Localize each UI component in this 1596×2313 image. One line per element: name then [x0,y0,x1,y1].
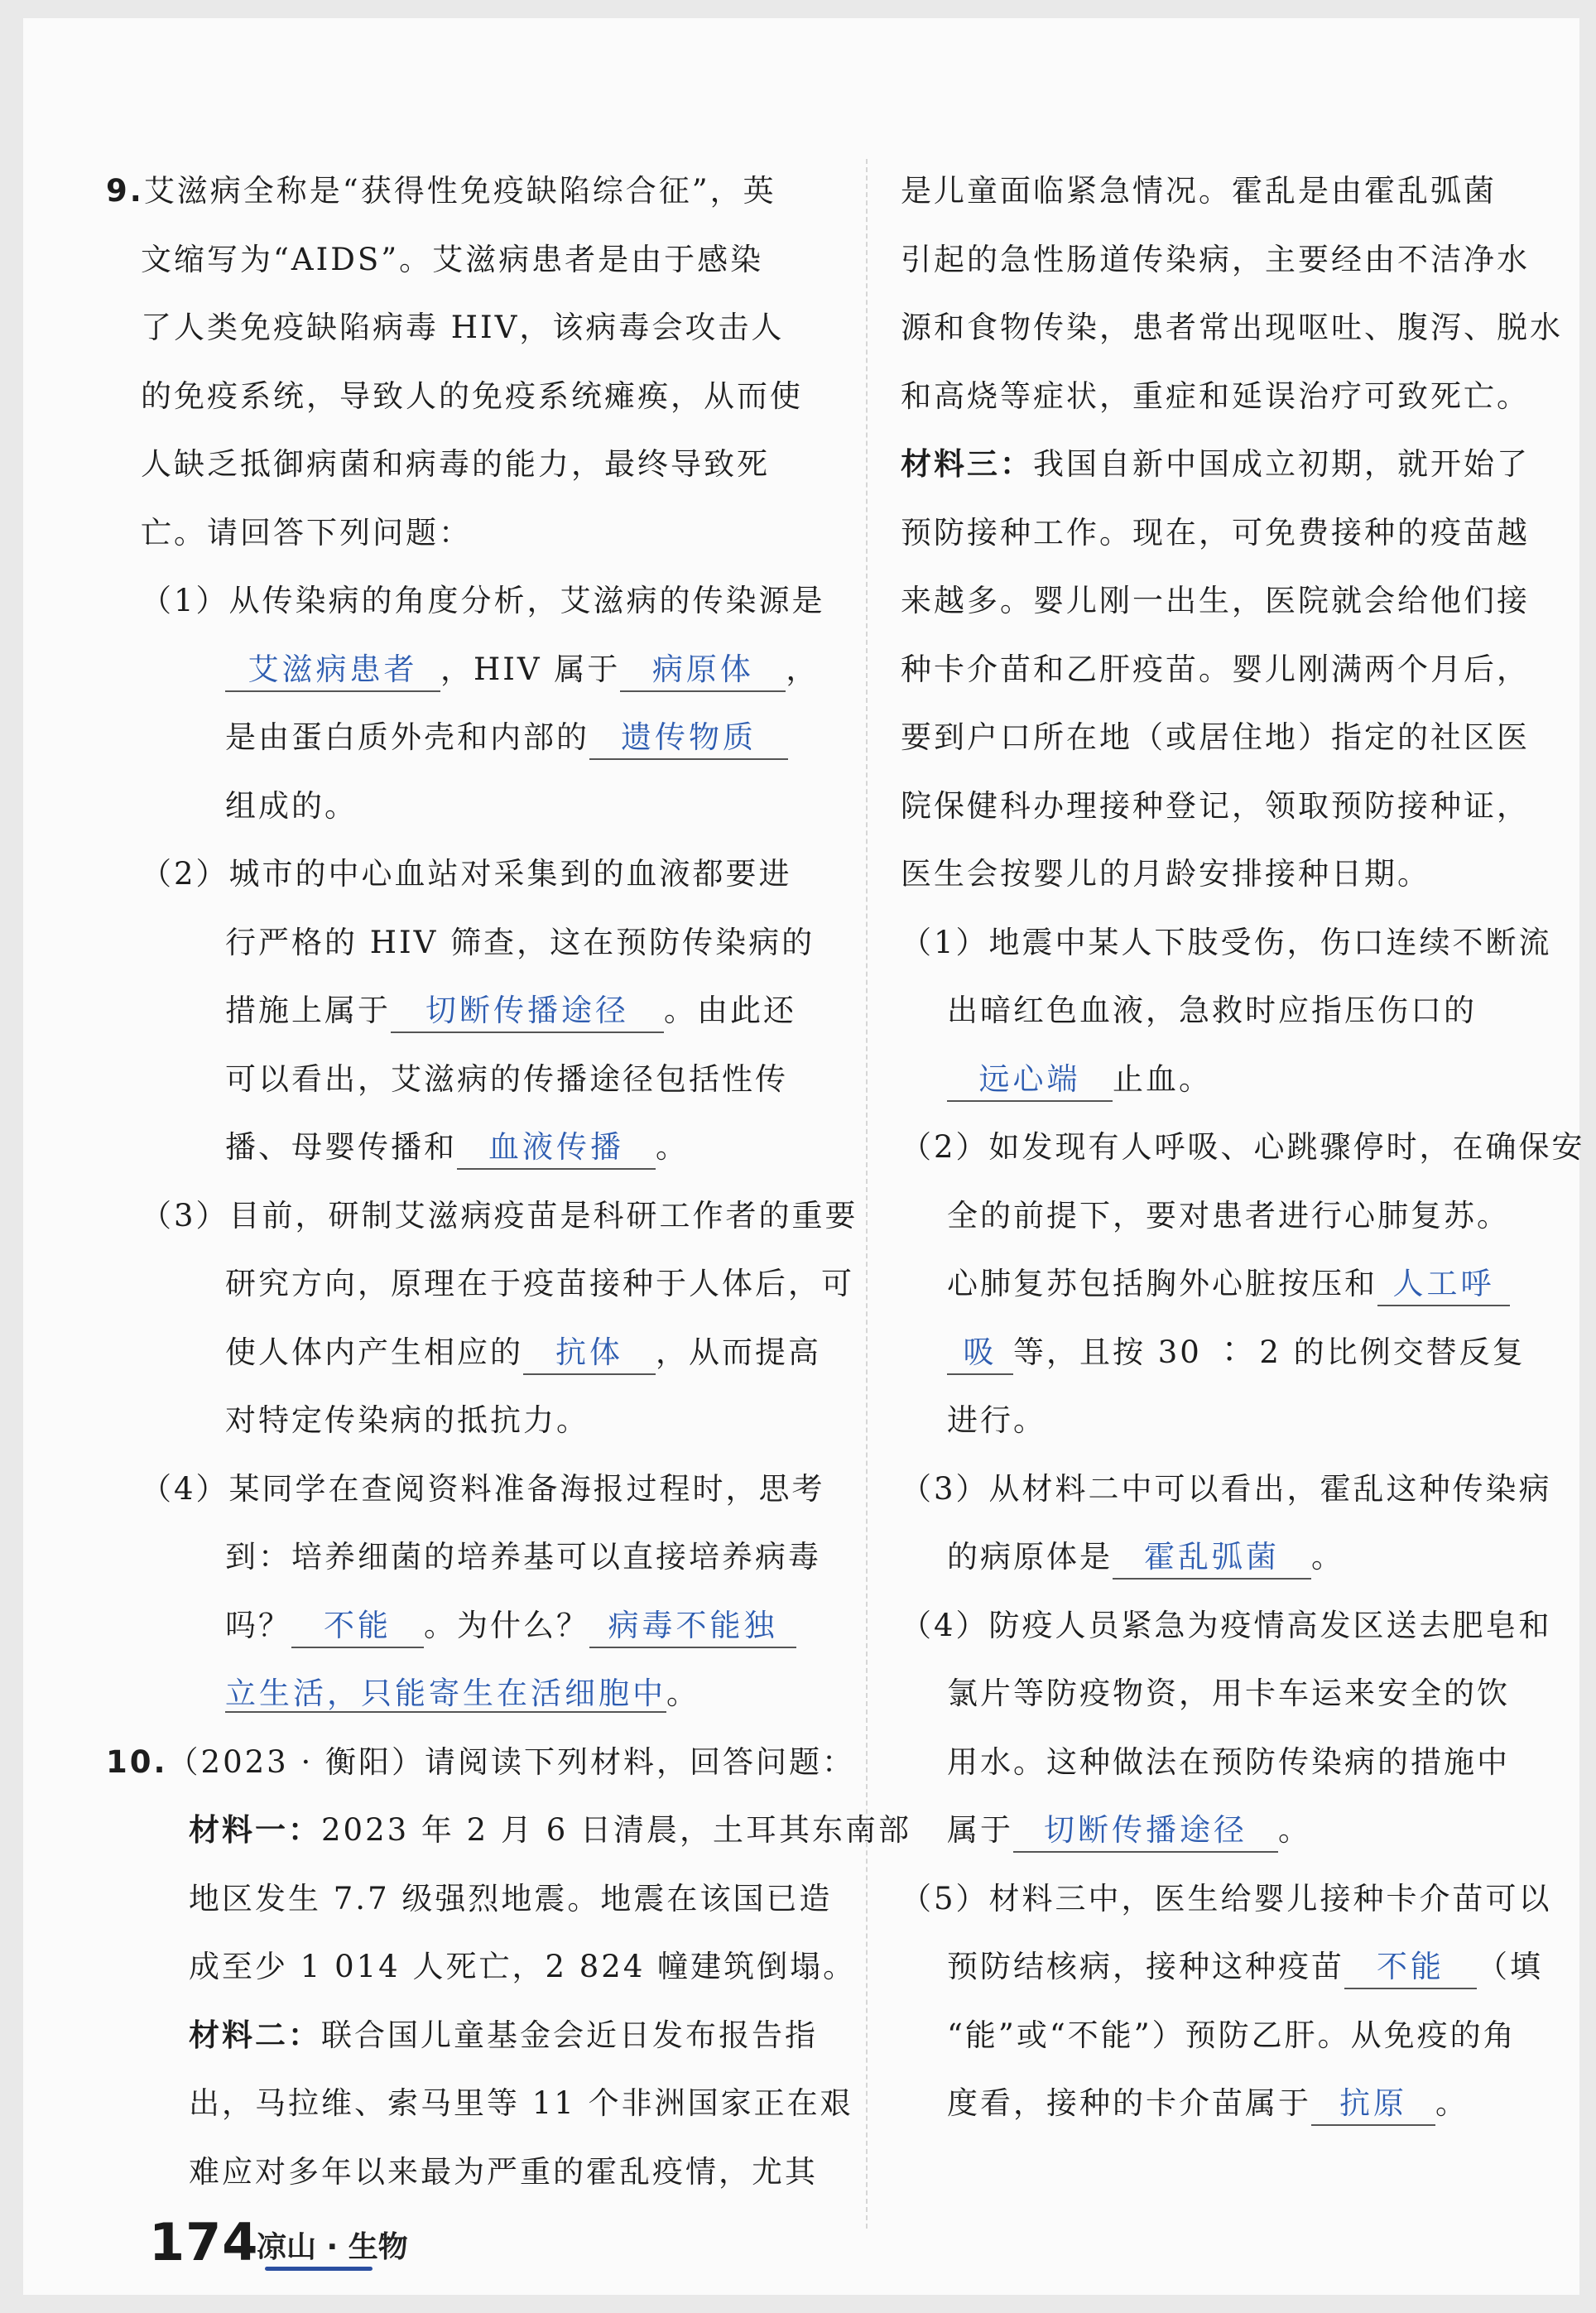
answer-blank: 病毒不能独 [589,1605,796,1648]
answer-blank: 不能 [1344,1946,1477,1989]
q9-p3-line: 研究方向，原理在于疫苗接种于人体后，可 [225,1266,854,1301]
q10-p3-line: （3）从材料二中可以看出，霍乱这种传染病 [901,1470,1552,1507]
q10-p4-line: 用水。这种做法在预防传染病的措施中 [947,1743,1510,1780]
q9-p3-line: 对特定传染病的抵抗力。 [225,1402,589,1438]
answer-blank: 切断传播途径 [391,990,664,1033]
answer-blank: 遗传物质 [589,717,788,760]
q9-p1-line: 组成的。 [225,787,358,824]
material-3-line: 院保健科办理接种登记，领取预防接种证， [901,787,1530,824]
q10-p2-line: 吸 等，且按 30 ∶ 2 的比例交替反复 [947,1319,1530,1387]
left-column [106,157,912,2206]
answer-blank: 远心端 [947,1059,1113,1102]
material-3-line: 材料三：我国自新中国成立初期，就开始了 [901,446,1530,482]
right-column [901,157,1585,2138]
q10-number: 10. [106,1743,168,1780]
q9-p2-line: 播、母婴传播和 血液传播 。 [225,1113,811,1182]
answer-blank: 切断传播途径 [1013,1810,1278,1853]
footer-title: 凉山 · 生物 [257,2230,408,2264]
q9-p2-line: 措施上属于 切断传播途径 。由此还 [225,977,811,1046]
q9-p4-line: （4）某同学在查阅资料准备海报过程时，思考 [141,1470,825,1507]
answer-blank: 抗原 [1311,2083,1435,2126]
material-label: 材料二： [189,2017,321,2053]
q10-p3-line: 的病原体是 霍乱弧菌 。 [947,1523,1530,1592]
q9-p3-line: 使人体内产生相应的 抗体 ，从而提高 [225,1319,811,1387]
material-3-line: 医生会按婴儿的月龄安排接种日期。 [901,856,1430,892]
material-2-line: 源和食物传染，患者常出现呕吐、腹泻、脱水 [901,310,1563,345]
q9-p4-line: 吗？ 不能 。为什么？ 病毒不能独 [225,1592,811,1661]
q9-p2-line: 可以看出，艾滋病的传播途径包括性传 [225,1060,788,1097]
answer-blank: 人工呼 [1377,1263,1510,1306]
material-3-line: 要到户口所在地（或居住地）指定的社区医 [901,719,1530,755]
q9-number: 9. [106,173,144,209]
material-label: 材料三： [901,446,1033,482]
material-3-line: 种卡介苗和乙肝疫苗。婴儿刚满两个月后， [901,651,1530,687]
q10-p5-line: 度看，接种的卡介苗属于 抗原 。 [947,2070,1530,2138]
q10-p1-line: （1）地震中某人下肢受伤，伤口连续不断流 [901,924,1552,960]
answer-blank: 病原体 [620,649,786,692]
q9-p1-line: （1）从传染病的角度分析，艾滋病的传染源是 [141,583,825,618]
q10-p1-line: 远心端 止血。 [947,1046,1530,1114]
q10-p1-line: 出暗红色血液，急救时应指压伤口的 [947,993,1477,1028]
q9-line: 文缩写为“AIDS”。艾滋病患者是由于感染 [141,241,764,277]
material-2-line: 是儿童面临紧急情况。霍乱是由霍乱弧菌 [901,173,1497,209]
workbook-page [23,18,1585,2295]
material-2-line: 难应对多年以来最为严重的霍乱疫情，尤其 [189,2153,818,2190]
q9-p2-line: 行严格的 HIV 筛查，这在预防传染病的 [225,924,815,960]
material-2-line: 材料二：联合国儿童基金会近日发布报告指 [189,2017,818,2053]
material-2-line: 出，马拉维、索马里等 11 个非洲国家正在艰 [189,2085,853,2121]
material-3-line: 来越多。婴儿刚一出生，医院就会给他们接 [901,583,1530,618]
q9-p4-line: 立生活，只能寄生在活细胞中。 [225,1676,699,1711]
q10-p4-line: 氯片等防疫物资，用卡车运来安全的饮 [947,1676,1510,1711]
q10-p5-line: “能”或“不能”）预防乙肝。从免疫的角 [947,2017,1517,2053]
material-2-line: 引起的急性肠道传染病，主要经由不洁净水 [901,241,1530,277]
q10-p2-line: （2）如发现有人呼吸、心跳骤停时，在确保安 [901,1129,1585,1165]
q9-p4-line: 到：培养细菌的培养基可以直接培养病毒 [225,1539,821,1575]
q10-p2-line: 心肺复苏包括胸外心脏按压和 人工呼 [947,1250,1530,1319]
q10-p2-line: 进行。 [947,1402,1046,1438]
q9-line: 9.艾滋病全称是“获得性免疫缺陷综合征”，英 [106,173,776,209]
answer-blank: 不能 [291,1605,424,1648]
page-number: 174 [149,2212,259,2272]
q9-line: 的免疫系统，导致人的免疫系统瘫痪，从而使 [141,377,803,414]
answer-blank: 抗体 [523,1332,656,1375]
q9-line: 了人类免疫缺陷病毒 HIV，该病毒会攻击人 [141,310,785,345]
q10-p2-line: 全的前提下，要对患者进行心肺复苏。 [947,1197,1510,1233]
answer-blank: 血液传播 [457,1127,656,1170]
q10-p5-line: （5）材料三中，医生给婴儿接种卡介苗可以 [901,1880,1552,1916]
material-1-line: 材料一：2023 年 2 月 6 日清晨，土耳其东南部 [189,1812,912,1848]
answer-blank: 霍乱弧菌 [1113,1536,1311,1580]
q10-p4-line: 属于 切断传播途径 。 [947,1796,1530,1865]
q10-line: 10.（2023 · 衡阳）请阅读下列材料，回答问题： [106,1743,855,1780]
answer-blank: 艾滋病患者 [225,649,440,692]
answer-blank: 吸 [947,1332,1013,1375]
footer-accent-bar [265,2267,373,2271]
q9-p2-line: （2）城市的中心血站对采集到的血液都要进 [141,856,792,892]
material-label: 材料一： [189,1812,321,1848]
q9-line: 亡。请回答下列问题： [141,514,472,551]
column-divider [866,159,868,2229]
q9-p3-line: （3）目前，研制艾滋病疫苗是科研工作者的重要 [141,1197,858,1233]
material-3-line: 预防接种工作。现在，可免费接种的疫苗越 [901,514,1530,551]
material-2-line: 和高烧等症状，重症和延误治疗可致死亡。 [901,377,1530,414]
q9-p1-line: 是由蛋白质外壳和内部的 遗传物质 [225,704,811,772]
q9-line: 人缺乏抵御病菌和病毒的能力，最终导致死 [141,446,770,482]
answer-continued: 立生活，只能寄生在活细胞中 [225,1676,666,1711]
q9-p1-line: 艾滋病患者 ，HIV 属于 病原体 ， [225,636,811,704]
material-1-line: 成至少 1 014 人死亡，2 824 幢建筑倒塌。 [189,1949,857,1984]
material-1-line: 地区发生 7.7 级强烈地震。地震在该国已造 [189,1880,833,1916]
q10-p4-line: （4）防疫人员紧急为疫情高发区送去肥皂和 [901,1607,1552,1643]
page-footer [149,2212,408,2278]
q10-p5-line: 预防结核病，接种这种疫苗 不能 （填 [947,1933,1530,2002]
